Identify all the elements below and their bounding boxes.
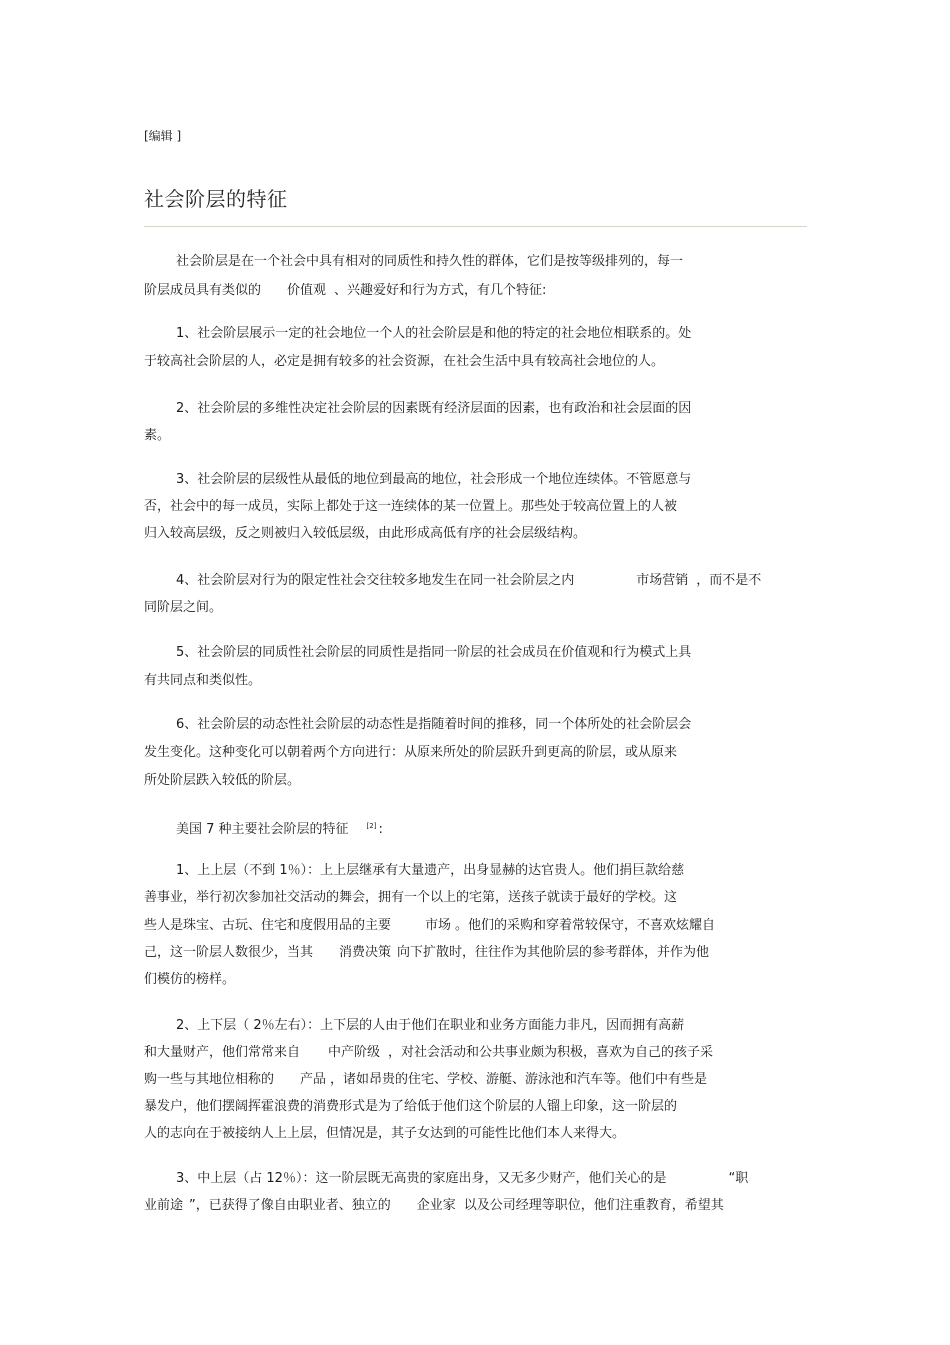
text-segment: 购一些与其地位相称的 xyxy=(144,1072,275,1087)
entrepreneur-link[interactable]: 企业家 xyxy=(416,1198,456,1213)
text-line xyxy=(144,1045,713,1061)
text-line: 发生变化。这种变化可以朝着两个方向进行：从原来所处的阶层跃升到更高的阶层，或从原来 xyxy=(144,745,678,760)
text-segment: 阶层成员具有类似的 xyxy=(144,283,262,298)
text-segment: 3、中上层（占 12％）：这一阶层既无高贵的家庭出身，又无多少财产，他们关心的是 xyxy=(176,1171,667,1186)
text-line: 2、社会阶层的多维性决定社会阶层的因素既有经济层面的因素，也有政治和社会层面的因 xyxy=(176,401,692,416)
text-line: 1、上上层（不到 1％）：上上层继承有大量遗产，出身显赫的达官贵人。他们捐巨款给慈 xyxy=(176,863,685,878)
citation-link[interactable]: [2] xyxy=(366,822,377,830)
text-line: 归入较高层级，反之则被归入较低层级，由此形成高低有序的社会层级结构。 xyxy=(144,526,587,541)
text-segment: 4、社会阶层对行为的限定性社会交往较多地发生在同一社会阶层之内 xyxy=(176,573,575,588)
edit-link[interactable]: [编辑 ] xyxy=(144,129,182,143)
marketing-link[interactable]: 市场营销 xyxy=(636,573,689,588)
text-segment: ，诸如昂贵的住宅、学校、游艇、游泳池和汽车等。他们中有些是 xyxy=(330,1072,708,1087)
text-line: 于较高社会阶层的人，必定是拥有较多的社会资源，在社会生活中具有较高社会地位的人。 xyxy=(144,354,665,369)
consumer-decision-link[interactable]: 消费决策 xyxy=(339,945,392,960)
text-line xyxy=(144,283,546,299)
heading-colon: : xyxy=(378,822,383,837)
text-line: 有共同点和类似性。 xyxy=(144,673,262,688)
text-line xyxy=(144,918,715,934)
text-line: 1、社会阶层展示一定的社会地位一个人的社会阶层是和他的特定的社会地位相联系的。处 xyxy=(176,326,692,341)
text-line xyxy=(144,945,709,961)
text-segment: 和大量财产，他们常常来自 xyxy=(144,1045,301,1060)
text-line xyxy=(144,1198,724,1214)
text-segment: 以及公司经理等职位，他们注重教育，希望其 xyxy=(463,1198,724,1213)
text-segment: 些人是珠宝、古玩、住宅和度假用品的主要 xyxy=(144,918,392,933)
text-line: 6、社会阶层的动态性社会阶层的动态性是指随着时间的推移，同一个体所处的社会阶层会 xyxy=(176,717,692,732)
text-segment: 业前途 xyxy=(144,1198,184,1213)
text-line: 素。 xyxy=(144,428,171,443)
text-segment: 己，这一阶层人数很少，当其 xyxy=(144,945,314,960)
text-segment: 。他们的采购和穿着常较保守，不喜欢炫耀自 xyxy=(455,918,716,933)
text-line: 们模仿的榜样。 xyxy=(144,972,236,987)
text-segment: ”，已获得了像自由职业者、独立的 xyxy=(189,1198,391,1213)
text-line: 5、社会阶层的同质性社会阶层的同质性是指同一阶层的社会成员在价值观和行为模式上具 xyxy=(176,645,692,660)
market-link[interactable]: 市场 xyxy=(425,918,452,933)
text-segment: “职 xyxy=(728,1171,749,1186)
text-line xyxy=(176,573,761,589)
values-link[interactable]: 价值观 xyxy=(287,283,327,298)
text-line: 否，社会中的每一成员，实际上都处于这一连续体的某一位置上。那些处于较高位置上的人被 xyxy=(144,499,678,514)
us-classes-heading xyxy=(176,818,383,838)
text-line xyxy=(144,1072,707,1088)
text-line: 2、上下层（ 2％左右）：上下层的人由于他们在职业和业务方面能力非凡，因而拥有高薪 xyxy=(176,1018,685,1033)
text-line: 社会阶层是在一个社会中具有相对的同质性和持久性的群体，它们是按等级排列的，每一 xyxy=(176,254,684,269)
heading-text: 美国 7 种主要社会阶层的特征 xyxy=(176,822,349,837)
page-title: 社会阶层的特征 xyxy=(144,187,288,211)
text-segment: 向下扩散时，往往作为其他阶层的参考群体，并作为他 xyxy=(397,945,710,960)
text-line: 暴发户，他们摆阔挥霍浪费的消费形式是为了给低于他们这个阶层的人镏上印象，这一阶层的 xyxy=(144,1099,678,1114)
text-line: 人的志向在于被接纳人上上层，但情况是，其子女达到的可能性比他们本人来得大。 xyxy=(144,1126,626,1141)
text-line: 同阶层之间。 xyxy=(144,600,223,615)
text-segment: 、兴趣爱好和行为方式，有几个特征: xyxy=(334,283,547,298)
product-link[interactable]: 产品 xyxy=(300,1072,327,1087)
text-line: 所处阶层跌入较低的阶层。 xyxy=(144,773,301,788)
title-divider xyxy=(144,226,807,227)
text-segment: ，对社会活动和公共事业颇为积极，喜欢为自己的孩子采 xyxy=(388,1045,714,1060)
text-line: 3、社会阶层的层级性从最低的地位到最高的地位，社会形成一个地位连续体。不管愿意与 xyxy=(176,472,692,487)
text-line xyxy=(176,1171,748,1187)
text-line: 善事业，举行初次参加社交活动的舞会，拥有一个以上的宅第，送孩子就读于最好的学校。这 xyxy=(144,890,678,905)
text-segment: ，而不是不 xyxy=(696,573,762,588)
middle-class-link[interactable]: 中产阶级 xyxy=(328,1045,381,1060)
